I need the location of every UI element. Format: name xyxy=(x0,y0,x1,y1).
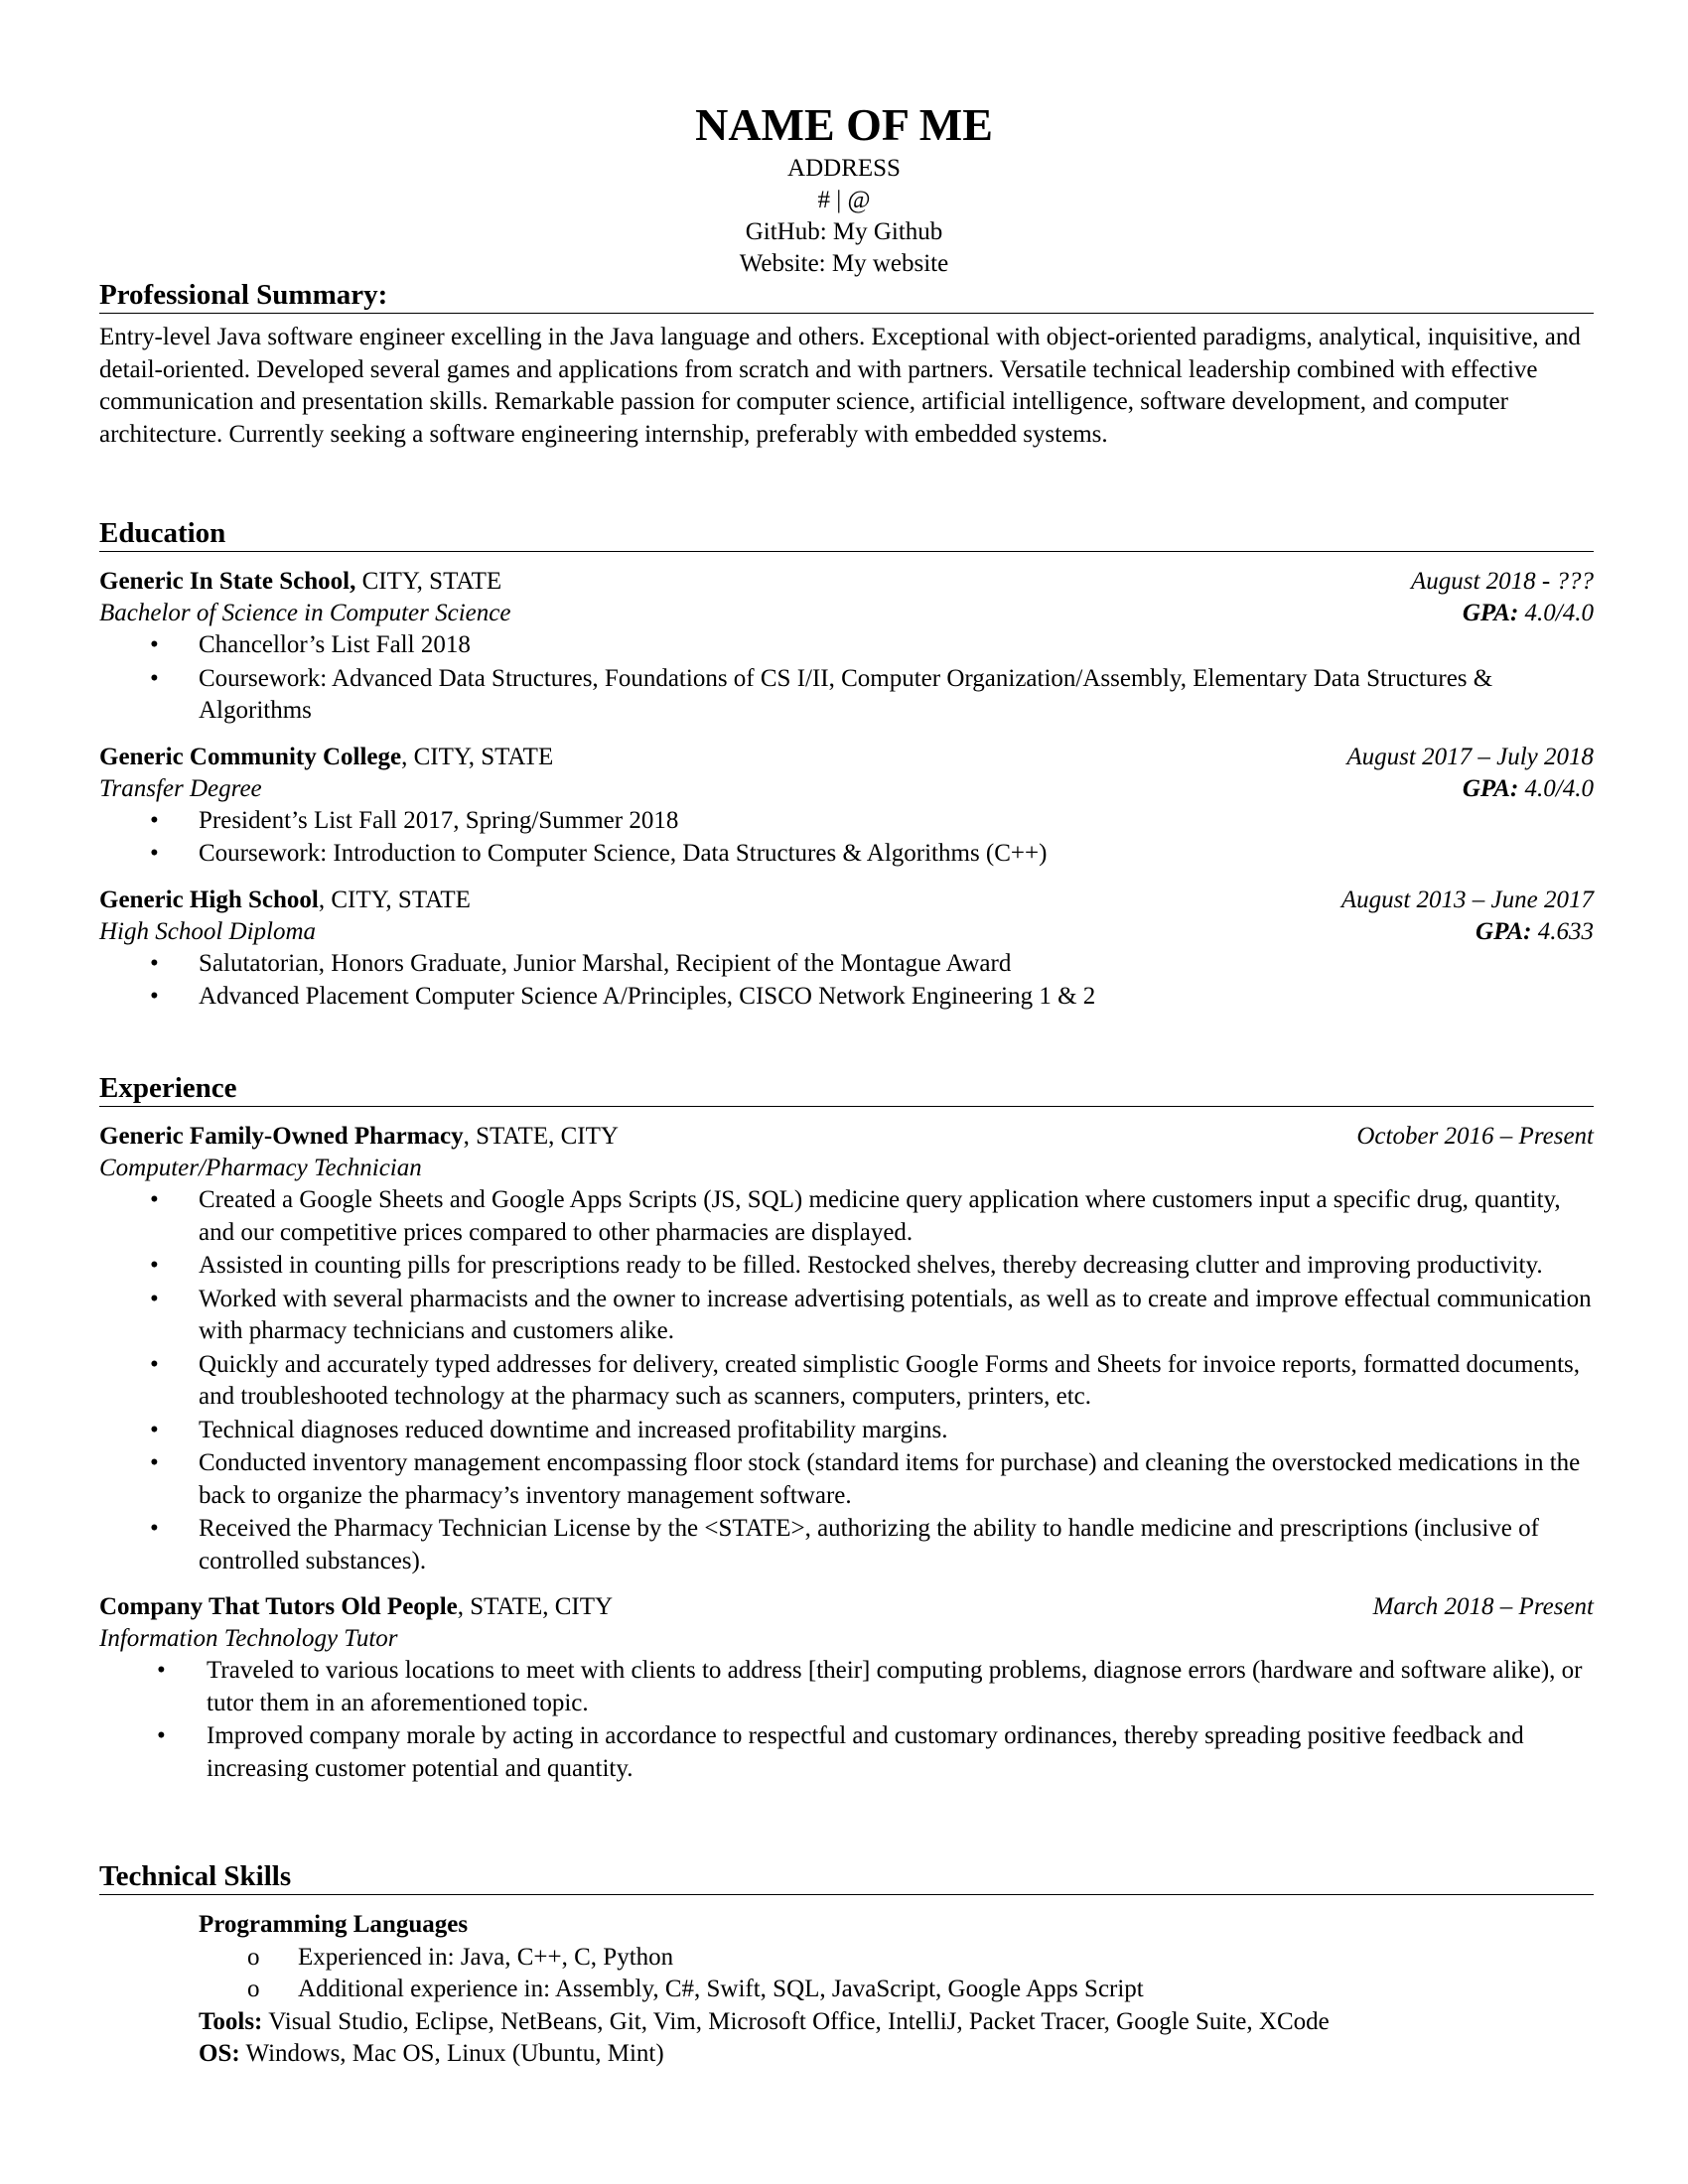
sub-bullet-glyph: o xyxy=(247,1943,260,1971)
candidate-name: NAME OF ME xyxy=(695,99,993,150)
list-item: • Quickly and accurately typed addresses for delivery, created simplistic Google Forms and Sheets for invoice reports, formatted documents, and troubleshooted technology at the pharmacy such as scanners, computers, printers, etc. xyxy=(150,1350,1581,1410)
summary-text: Entry-level Java software engineer excelling in the Java language and others. Exceptional with object-oriented paradigms, analytical, inquisitive, and detail-oriented. Developed several games and applications from scratch and with partners. Versatile technical leadership combined with effective communication and presentation skills. Remarkable passion for computer science, artificial intelligence, software development, and computer architecture. Currently seeking a software engineering internship, preferably with embedded systems. xyxy=(99,324,1581,448)
education-entry xyxy=(99,742,1594,871)
gpa-value: 4.633 xyxy=(1531,917,1594,945)
degree: Bachelor of Science in Computer Science xyxy=(99,600,511,626)
experience-entry xyxy=(99,1591,1594,1785)
gpa-label: GPA: xyxy=(1462,774,1519,802)
additional-languages: Additional experience in: Assembly, C#, Swift, SQL, JavaScript, Google Apps Script xyxy=(298,1976,1144,2002)
school-location: , CITY, STATE xyxy=(318,886,471,913)
gpa-label: GPA: xyxy=(1462,600,1519,626)
github-link[interactable]: GitHub: My Github xyxy=(745,218,943,245)
list-item: • Chancellor’s List Fall 2018 xyxy=(99,629,1594,662)
os-label: OS: xyxy=(199,2040,240,2067)
education-heading: Education xyxy=(99,516,1594,552)
list-item: • Coursework: Advanced Data Structures, Foundations of CS I/II, Computer Organization/Assembly, Elementary Data Structures & Algorithms xyxy=(150,664,1493,724)
bullet-glyph: • xyxy=(150,806,159,834)
os-list: Windows, Mac OS, Linux (Ubuntu, Mint) xyxy=(239,2040,664,2067)
bullet-glyph: • xyxy=(150,983,159,1010)
list-item: • Assisted in counting pills for prescriptions ready to be filled. Restocked shelves, thereby decreasing clutter and improving productivity. xyxy=(99,1250,1594,1283)
school-name: Generic In State School, xyxy=(99,568,356,595)
list-item: • Traveled to various locations to meet with clients to address [their] computing problems, diagnose errors (hardware and software alike), or tutor them in an aforementioned topic. xyxy=(157,1657,1583,1716)
experience-section xyxy=(99,1071,1594,1786)
gpa-value: 4.0/4.0 xyxy=(1518,600,1594,626)
bullet-glyph: • xyxy=(157,1722,166,1749)
list-item: • Improved company morale by acting in accordance to respectful and customary ordinances, thereby spreading positive feedback and increasing customer potential and quantity. xyxy=(157,1722,1524,1782)
resume-header xyxy=(0,97,1688,280)
bullet-glyph: • xyxy=(150,840,159,867)
bullet-glyph: • xyxy=(150,631,159,658)
bullet-glyph: • xyxy=(150,1416,159,1443)
bullet-glyph: • xyxy=(150,664,159,692)
education-dates: August 2013 – June 2017 xyxy=(1340,886,1594,913)
school-name: Generic Community College xyxy=(99,743,402,770)
school-location: CITY, STATE xyxy=(355,568,502,595)
gpa-value: 4.0/4.0 xyxy=(1518,774,1594,802)
experience-dates: March 2018 – Present xyxy=(1372,1593,1594,1620)
list-item: • Technical diagnoses reduced downtime and increased profitability margins. xyxy=(99,1415,1594,1447)
list-item: • Worked with several pharmacists and the owner to increase advertising potentials, as well as to create and improve effectual communication with pharmacy technicians and customers alike. xyxy=(150,1285,1592,1344)
education-dates: August 2018 - ??? xyxy=(1410,568,1594,595)
education-entry xyxy=(99,885,1594,1014)
bullet-glyph: • xyxy=(150,1285,159,1312)
degree: High School Diploma xyxy=(99,917,317,945)
bullet-glyph: • xyxy=(150,949,159,977)
bullet-glyph: • xyxy=(150,1449,159,1476)
list-item: • Salutatorian, Honors Graduate, Junior Marshal, Recipient of the Montague Award xyxy=(99,948,1594,981)
job-title: Information Technology Tutor xyxy=(99,1625,398,1652)
education-section xyxy=(99,516,1594,1015)
education-entry xyxy=(99,566,1594,728)
list-item xyxy=(99,1942,1594,1975)
company-name: Generic Family-Owned Pharmacy xyxy=(99,1123,464,1150)
bullet-glyph: • xyxy=(150,1515,159,1542)
bullet-glyph: • xyxy=(157,1657,166,1684)
contact-line: # | @ xyxy=(817,187,871,213)
list-item: • Advanced Placement Computer Science A/Principles, CISCO Network Engineering 1 & 2 xyxy=(99,981,1594,1014)
list-item: • Received the Pharmacy Technician License by the <STATE>, authorizing the ability to handle medicine and prescriptions (inclusive of controlled substances). xyxy=(150,1515,1539,1574)
experience-heading: Experience xyxy=(99,1071,1594,1107)
company-location: , STATE, CITY xyxy=(457,1593,614,1620)
school-name: Generic High School xyxy=(99,886,319,913)
sub-bullet-glyph: o xyxy=(247,1976,260,2002)
list-item: • Conducted inventory management encompassing floor stock (standard items for purchase) and cleaning the overstocked medications in the back to organize the pharmacy’s inventory management software. xyxy=(150,1449,1581,1509)
education-dates: August 2017 – July 2018 xyxy=(1346,743,1594,770)
experience-entry xyxy=(99,1121,1594,1577)
list-item xyxy=(99,1974,1594,2006)
gpa-label: GPA: xyxy=(1476,917,1532,945)
company-name: Company That Tutors Old People xyxy=(99,1593,458,1620)
school-location: , CITY, STATE xyxy=(401,743,554,770)
list-item: • Created a Google Sheets and Google Apps Scripts (JS, SQL) medicine query application where customers input a specific drug, quantity, and our competitive prices compared to other pharmacies are displayed. xyxy=(150,1186,1561,1246)
summary-heading: Professional Summary: xyxy=(99,278,1594,314)
address-line: ADDRESS xyxy=(787,155,901,182)
company-location: , STATE, CITY xyxy=(463,1123,619,1150)
bullet-glyph: • xyxy=(150,1350,159,1378)
experience-dates: October 2016 – Present xyxy=(1356,1123,1594,1150)
tools-list: Visual Studio, Eclipse, NetBeans, Git, Vim, Microsoft Office, IntelliJ, Packet Tracer, Google Suite, XCode xyxy=(262,2007,1330,2035)
summary-section xyxy=(99,278,1594,451)
list-item: • Coursework: Introduction to Computer Science, Data Structures & Algorithms (C++) xyxy=(99,838,1594,871)
list-item: • President’s List Fall 2017, Spring/Summer 2018 xyxy=(99,805,1594,838)
degree: Transfer Degree xyxy=(99,774,262,802)
skills-heading: Technical Skills xyxy=(99,1859,1594,1895)
experienced-languages: Experienced in: Java, C++, C, Python xyxy=(298,1943,674,1971)
tools-label: Tools: xyxy=(199,2007,263,2035)
bullet-glyph: • xyxy=(150,1252,159,1279)
skills-section xyxy=(99,1859,1594,2071)
website-link[interactable]: Website: My website xyxy=(739,250,949,277)
bullet-glyph: • xyxy=(150,1186,159,1213)
programming-languages-label: Programming Languages xyxy=(199,1911,469,1938)
job-title: Computer/Pharmacy Technician xyxy=(99,1155,422,1181)
